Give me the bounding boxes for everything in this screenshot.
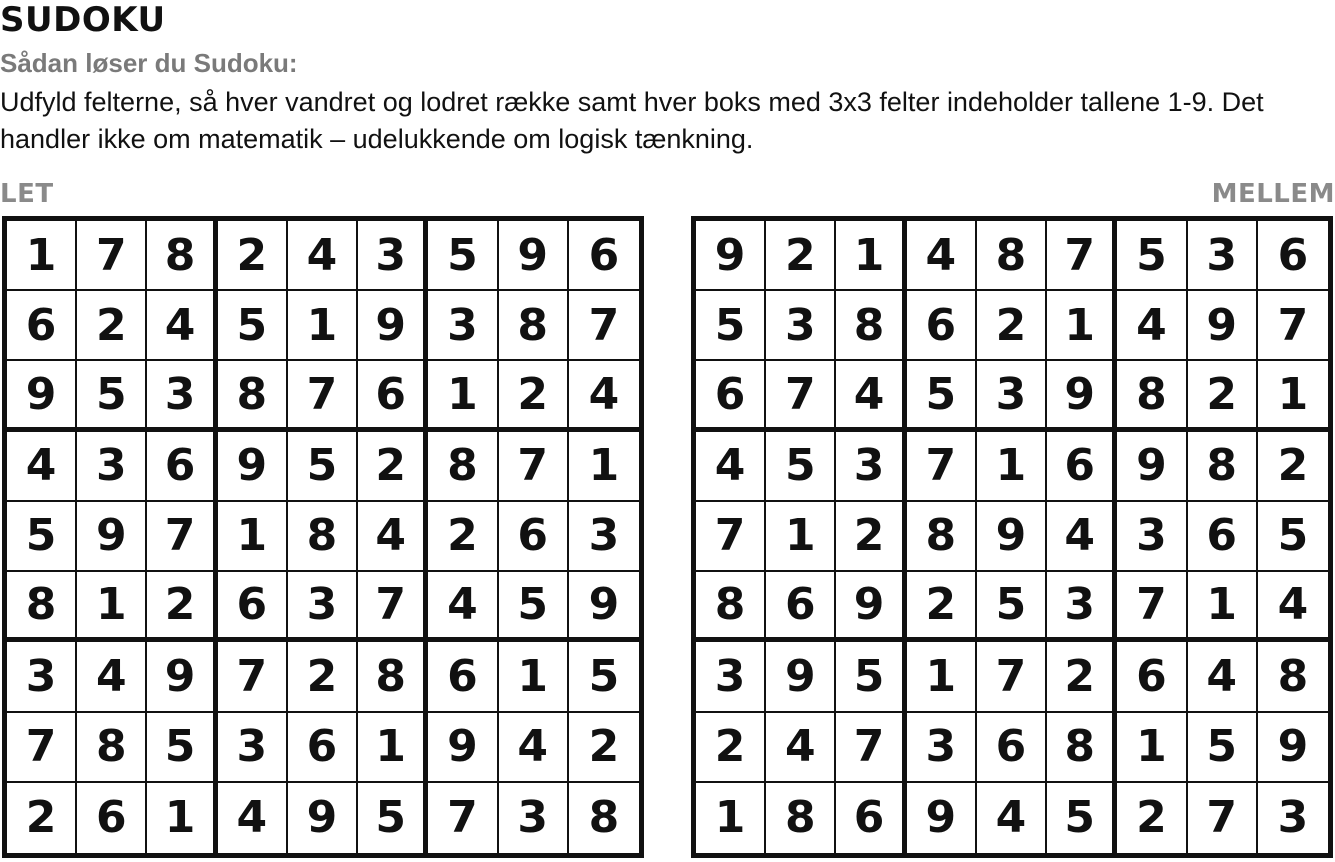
sudoku-cell[interactable]: 7 <box>977 642 1047 712</box>
sudoku-cell[interactable]: 2 <box>358 432 428 502</box>
sudoku-cell[interactable]: 6 <box>358 361 428 431</box>
sudoku-cell[interactable]: 4 <box>288 221 358 291</box>
sudoku-grid-medium <box>691 216 1333 858</box>
sudoku-cell[interactable]: 2 <box>499 361 569 431</box>
sudoku-cell[interactable]: 8 <box>588 792 620 844</box>
sudoku-cell[interactable]: 4 <box>1047 502 1117 572</box>
sudoku-cell[interactable]: 9 <box>358 291 428 361</box>
sudoku-cell[interactable]: 1 <box>1117 713 1187 783</box>
sudoku-cell[interactable]: 1 <box>77 572 147 642</box>
sudoku-cell[interactable]: 6 <box>428 642 498 712</box>
sudoku-cell[interactable]: 7 <box>766 361 836 431</box>
sudoku-cell[interactable]: 1 <box>358 713 428 783</box>
sudoku-cell[interactable]: 8 <box>147 221 217 291</box>
sudoku-cell[interactable]: 7 <box>836 713 906 783</box>
sudoku-cell[interactable]: 6 <box>836 783 906 853</box>
sudoku-cell[interactable]: 9 <box>1258 713 1328 783</box>
sudoku-cell[interactable]: 3 <box>696 642 766 712</box>
sudoku-cell[interactable]: 5 <box>836 642 906 712</box>
level-label-medium: MELLEM <box>1211 179 1335 209</box>
sudoku-cell[interactable]: 8 <box>7 572 77 642</box>
sudoku-cell[interactable]: 8 <box>499 291 569 361</box>
sudoku-cell[interactable]: 1 <box>147 783 217 853</box>
sudoku-cell[interactable]: 4 <box>907 221 977 291</box>
sudoku-cell[interactable]: 5 <box>907 361 977 431</box>
sudoku-cell[interactable]: 5 <box>766 432 836 502</box>
sudoku-cell[interactable]: 9 <box>836 572 906 642</box>
sudoku-cell[interactable]: 1 <box>288 291 358 361</box>
sudoku-cell[interactable]: 8 <box>766 783 836 853</box>
sudoku-cell[interactable]: 7 <box>696 502 766 572</box>
sudoku-cell[interactable]: 5 <box>288 432 358 502</box>
sudoku-cell[interactable]: 5 <box>1047 783 1117 853</box>
sudoku-cell[interactable]: 1 <box>766 502 836 572</box>
sudoku-cell[interactable]: 3 <box>1277 792 1309 844</box>
sudoku-cell[interactable]: 1 <box>1047 291 1117 361</box>
sudoku-cell[interactable]: 9 <box>977 502 1047 572</box>
sudoku-cell[interactable]: 6 <box>696 361 766 431</box>
sudoku-cell[interactable]: 9 <box>569 572 639 642</box>
sudoku-cell[interactable]: 9 <box>1047 361 1117 431</box>
sudoku-cell[interactable]: 6 <box>766 572 836 642</box>
sudoku-cell[interactable]: 2 <box>836 502 906 572</box>
instructions-heading: Sådan løser du Sudoku: <box>0 48 298 78</box>
sudoku-cell[interactable]: 8 <box>1047 713 1117 783</box>
sudoku-cell[interactable]: 6 <box>1047 432 1117 502</box>
sudoku-cell[interactable]: 4 <box>499 713 569 783</box>
sudoku-cell[interactable]: 7 <box>1117 572 1187 642</box>
sudoku-cell[interactable]: 3 <box>218 713 288 783</box>
sudoku-cell[interactable]: 2 <box>696 713 766 783</box>
page-title: SUDOKU <box>0 0 166 40</box>
sudoku-cell[interactable]: 8 <box>907 502 977 572</box>
sudoku-cell[interactable]: 8 <box>218 361 288 431</box>
sudoku-cell[interactable]: 2 <box>288 642 358 712</box>
sudoku-cell[interactable]: 4 <box>358 502 428 572</box>
sudoku-cell[interactable]: 7 <box>7 713 77 783</box>
sudoku-cell[interactable]: 3 <box>1117 502 1187 572</box>
sudoku-cell[interactable]: 7 <box>1188 783 1258 853</box>
sudoku-cell[interactable]: 3 <box>147 361 217 431</box>
sudoku-cell[interactable]: 1 <box>977 432 1047 502</box>
sudoku-cell[interactable]: 1 <box>218 502 288 572</box>
sudoku-cell[interactable]: 1 <box>428 361 498 431</box>
sudoku-cell[interactable]: 2 <box>428 502 498 572</box>
sudoku-cell[interactable]: 1 <box>499 642 569 712</box>
sudoku-cell[interactable]: 8 <box>696 572 766 642</box>
sudoku-cell[interactable]: 1 <box>1188 572 1258 642</box>
sudoku-cell[interactable]: 3 <box>766 291 836 361</box>
sudoku-cell[interactable]: 6 <box>1117 642 1187 712</box>
sudoku-cell[interactable]: 4 <box>977 783 1047 853</box>
sudoku-cell[interactable]: 7 <box>499 432 569 502</box>
sudoku-cell[interactable]: 8 <box>836 291 906 361</box>
sudoku-cell[interactable]: 9 <box>499 221 569 291</box>
sudoku-cell[interactable]: 3 <box>907 713 977 783</box>
sudoku-cell[interactable]: 6 <box>977 713 1047 783</box>
sudoku-cell[interactable]: 7 <box>288 361 358 431</box>
sudoku-cell[interactable]: 5 <box>1258 502 1328 572</box>
sudoku-cell[interactable]: 5 <box>77 361 147 431</box>
sudoku-cell[interactable]: 5 <box>428 221 498 291</box>
sudoku-cell[interactable]: 3 <box>288 572 358 642</box>
sudoku-cell[interactable]: 6 <box>77 783 147 853</box>
sudoku-cell[interactable]: 5 <box>499 572 569 642</box>
sudoku-grid-easy <box>2 216 644 858</box>
sudoku-cell[interactable]: 2 <box>7 783 77 853</box>
sudoku-cell[interactable]: 7 <box>147 502 217 572</box>
sudoku-cell[interactable]: 4 <box>77 642 147 712</box>
sudoku-cell[interactable]: 3 <box>358 221 428 291</box>
sudoku-cell[interactable]: 3 <box>428 291 498 361</box>
sudoku-cell[interactable]: 6 <box>147 432 217 502</box>
sudoku-cell[interactable]: 4 <box>569 361 639 431</box>
sudoku-cell[interactable]: 2 <box>147 572 217 642</box>
sudoku-cell[interactable]: 5 <box>218 291 288 361</box>
sudoku-cell[interactable]: 2 <box>77 291 147 361</box>
sudoku-cell[interactable]: 9 <box>766 642 836 712</box>
sudoku-cell[interactable]: 4 <box>147 291 217 361</box>
sudoku-cell[interactable]: 1 <box>907 642 977 712</box>
sudoku-cell[interactable]: 6 <box>1258 221 1328 291</box>
sudoku-cell[interactable]: 6 <box>7 291 77 361</box>
sudoku-cell[interactable]: 8 <box>428 432 498 502</box>
sudoku-cell[interactable]: 8 <box>977 221 1047 291</box>
instructions-text: Udfyld felterne, så hver vandret og lodret række samt hver boks med 3x3 felter indeholder tallene 1-9. Det handler ikke om matematik – udelukkende om logisk tænkning. <box>0 87 1264 154</box>
sudoku-cell[interactable]: 5 <box>1117 221 1187 291</box>
sudoku-cell[interactable]: 2 <box>1188 361 1258 431</box>
sudoku-cell[interactable]: 7 <box>569 291 639 361</box>
sudoku-cell[interactable]: 7 <box>428 783 498 853</box>
sudoku-cell[interactable]: 7 <box>1047 221 1117 291</box>
sudoku-cell[interactable]: 7 <box>1258 291 1328 361</box>
sudoku-cell[interactable]: 6 <box>569 221 639 291</box>
sudoku-cell[interactable]: 6 <box>907 291 977 361</box>
sudoku-cell[interactable]: 4 <box>7 432 77 502</box>
sudoku-cell[interactable]: 7 <box>907 432 977 502</box>
sudoku-cell[interactable]: 7 <box>358 572 428 642</box>
sudoku-cell[interactable]: 9 <box>1117 432 1187 502</box>
sudoku-cell[interactable]: 9 <box>7 361 77 431</box>
sudoku-cell[interactable]: 6 <box>218 572 288 642</box>
sudoku-cell[interactable]: 7 <box>218 642 288 712</box>
sudoku-cell[interactable]: 4 <box>1117 291 1187 361</box>
sudoku-cell[interactable]: 3 <box>499 783 569 853</box>
sudoku-cell[interactable]: 5 <box>569 642 639 712</box>
sudoku-cell[interactable]: 9 <box>907 783 977 853</box>
sudoku-cell[interactable]: 9 <box>288 783 358 853</box>
sudoku-cell[interactable]: 3 <box>1047 572 1117 642</box>
sudoku-cell[interactable]: 2 <box>569 713 639 783</box>
sudoku-cell[interactable]: 8 <box>1188 432 1258 502</box>
sudoku-cell[interactable]: 6 <box>1188 502 1258 572</box>
sudoku-cell[interactable]: 1 <box>836 221 906 291</box>
sudoku-cell[interactable]: 5 <box>358 783 428 853</box>
sudoku-cell[interactable]: 2 <box>977 291 1047 361</box>
sudoku-cell[interactable]: 4 <box>1258 572 1328 642</box>
sudoku-cell[interactable]: 4 <box>696 432 766 502</box>
sudoku-cell[interactable]: 8 <box>358 642 428 712</box>
sudoku-cell[interactable]: 9 <box>77 502 147 572</box>
sudoku-cell[interactable]: 3 <box>77 432 147 502</box>
sudoku-cell[interactable]: 9 <box>147 642 217 712</box>
sudoku-cell[interactable]: 2 <box>766 221 836 291</box>
sudoku-cell[interactable]: 8 <box>288 502 358 572</box>
sudoku-cell[interactable]: 1 <box>7 221 77 291</box>
sudoku-cell[interactable]: 2 <box>1258 432 1328 502</box>
sudoku-cell[interactable]: 7 <box>77 221 147 291</box>
sudoku-cell[interactable]: 9 <box>428 713 498 783</box>
sudoku-cell[interactable]: 5 <box>696 291 766 361</box>
sudoku-cell[interactable]: 5 <box>147 713 217 783</box>
sudoku-cell[interactable]: 1 <box>569 432 639 502</box>
sudoku-cell[interactable]: 4 <box>218 783 288 853</box>
sudoku-cell[interactable]: 6 <box>499 502 569 572</box>
sudoku-cell[interactable]: 2 <box>1117 783 1187 853</box>
sudoku-cell[interactable]: 2 <box>1047 642 1117 712</box>
sudoku-cell[interactable]: 9 <box>1188 291 1258 361</box>
sudoku-cell[interactable]: 9 <box>218 432 288 502</box>
sudoku-cell[interactable]: 8 <box>1117 361 1187 431</box>
sudoku-cell[interactable]: 3 <box>977 361 1047 431</box>
sudoku-cell[interactable]: 3 <box>1188 221 1258 291</box>
sudoku-cell[interactable]: 4 <box>1188 642 1258 712</box>
sudoku-cell[interactable]: 3 <box>569 502 639 572</box>
sudoku-cell[interactable]: 6 <box>288 713 358 783</box>
sudoku-cell[interactable]: 9 <box>696 221 766 291</box>
sudoku-cell[interactable]: 1 <box>1258 361 1328 431</box>
sudoku-cell[interactable]: 1 <box>696 783 766 853</box>
sudoku-cell[interactable]: 4 <box>836 361 906 431</box>
sudoku-cell[interactable]: 2 <box>907 572 977 642</box>
sudoku-cell[interactable]: 3 <box>836 432 906 502</box>
sudoku-cell[interactable]: 5 <box>1188 713 1258 783</box>
level-label-easy: LET <box>0 179 54 209</box>
sudoku-cell[interactable]: 4 <box>428 572 498 642</box>
sudoku-cell[interactable]: 2 <box>218 221 288 291</box>
sudoku-cell[interactable]: 5 <box>977 572 1047 642</box>
sudoku-cell[interactable]: 8 <box>77 713 147 783</box>
sudoku-cell[interactable]: 4 <box>766 713 836 783</box>
sudoku-cell[interactable]: 3 <box>7 642 77 712</box>
sudoku-cell[interactable]: 5 <box>7 502 77 572</box>
sudoku-cell[interactable]: 8 <box>1258 642 1328 712</box>
